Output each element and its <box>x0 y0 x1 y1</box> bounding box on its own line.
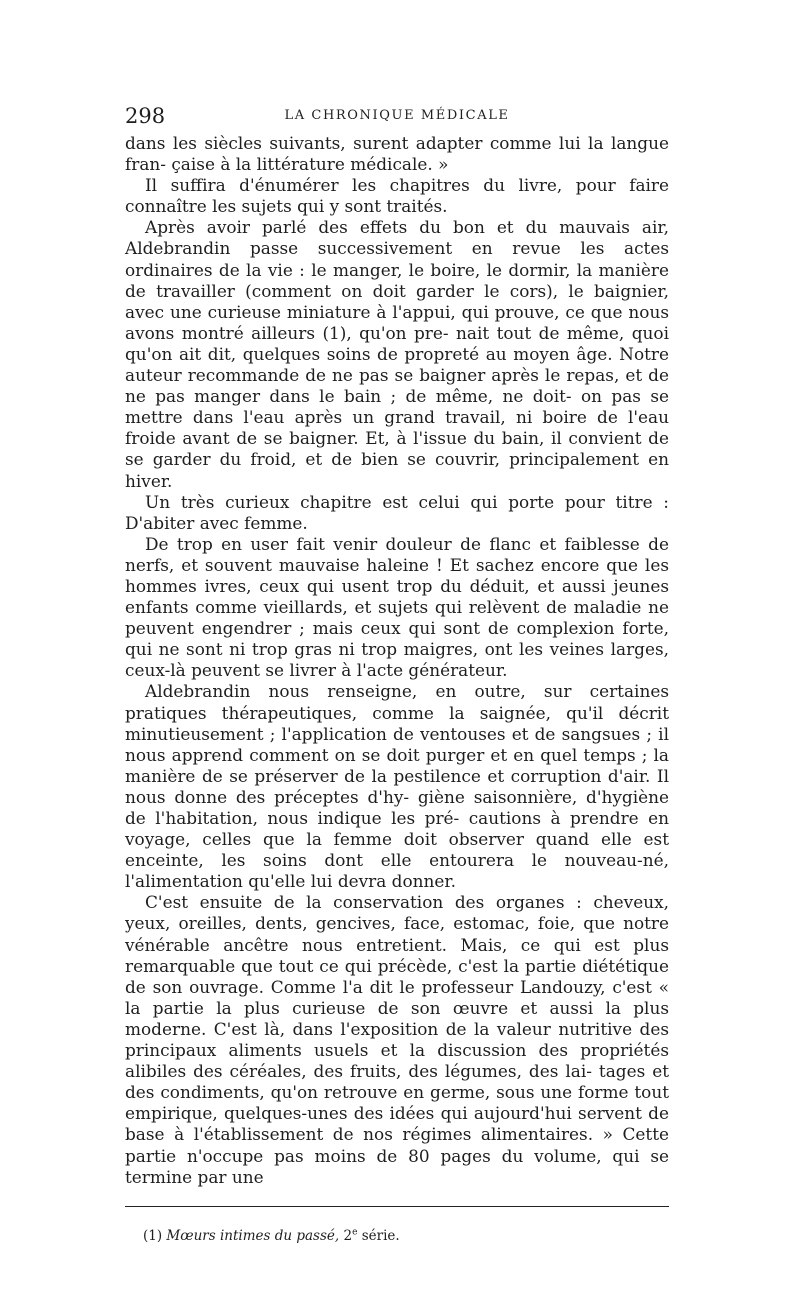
paragraph: Après avoir parlé des effets du bon et du mauvais air, Aldebrandin passe successivement en revue les actes ordinaires de la vie : le manger, le boire, le dormir, la manière de travailler (comment on doit garder le cors), le baignier, avec une curieuse miniature à l'appui, qui prouve, ce que nous avons montré ailleurs (1), qu'on pre- nait tout de même, quoi qu'on ait dit, quelques soins de propreté au moyen âge. Notre auteur recommande de ne pas se baigner après le repas, et de ne pas manger dans le bain ; de même, ne doit- on pas se mettre dans l'eau après un grand travail, ni boire de l'eau froide avant de se baigner. Et, à l'issue du bain, il convient de se garder du froid, et de bien se couvrir, principalement en hiver. <box>125 217 669 491</box>
paragraph: C'est ensuite de la conservation des organes : cheveux, yeux, oreilles, dents, gencives, face, estomac, foie, que notre vénérable ancêtre nous entretient. Mais, ce qui est plus remarquable que tout ce qui précède, c'est la partie diététique de son ouvrage. Comme l'a dit le professeur Landouzy, c'est « la partie la plus curieuse de son œuvre et aussi la plus moderne. C'est là, dans l'exposition de la valeur nutritive des principaux aliments usuels et la discussion des propriétés alibiles des céréales, des fruits, des légumes, des lai- tages et des condiments, qu'on retrouve en germe, sous une forme tout empirique, quelques-unes des idées qui aujourd'hui servent de base à l'établissement de nos régimes alimentaires. » Cette partie n'occupe pas moins de 80 pages du volume, qui se termine par une <box>125 892 669 1187</box>
footnote-suffix: série. <box>361 1227 400 1244</box>
paragraph: Un très curieux chapitre est celui qui porte pour titre : D'abiter avec femme. <box>125 491 669 533</box>
paragraph: Aldebrandin nous renseigne, en outre, sur certaines pratiques thérapeutiques, comme la saignée, qu'il décrit minutieusement ; l'application de ventouses et de sangsues ; il nous apprend comment on se doit purger et en quel temps ; la manière de se préserver de la pestilence et corruption d'air. Il nous donne des préceptes d'hy- giène saisonnière, d'hygiène de l'habitation, nous indique les pré- cautions à prendre en voyage, celles que la femme doit observer quand elle est enceinte, les soins dont elle entourera le nouveau-né, l'alimentation qu'elle lui devra donner. <box>125 681 669 892</box>
page <box>125 103 669 1245</box>
page-header <box>125 103 669 133</box>
footnote-rule <box>125 1206 669 1207</box>
body-text <box>125 133 669 1188</box>
paragraph: dans les siècles suivants, surent adapter comme lui la langue fran- çaise à la littérature médicale. » <box>125 133 669 175</box>
paragraph: De trop en user fait venir douleur de flanc et faiblesse de nerfs, et souvent mauvaise haleine ! Et sachez encore que les hommes ivres, ceux qui usent trop du déduit, et aussi jeunes enfants comme vieillards, et sujets qui relèvent de maladie ne peuvent engendrer ; mais ceux qui sont de complexion forte, qui ne sont ni trop gras ni trop maigres, ont les veines larges, ceux-là peuvent se livrer à l'acte générateur. <box>125 533 669 681</box>
paragraph: Il suffira d'énumérer les chapitres du livre, pour faire connaître les sujets qui y sont traités. <box>125 175 669 217</box>
footnote-superscript: e <box>352 1227 358 1238</box>
footnote-marker: (1) <box>143 1227 163 1244</box>
footnote-title: Mœurs intimes du passé, <box>166 1227 340 1244</box>
footnote <box>125 1227 669 1245</box>
page-number: 298 <box>125 104 166 128</box>
running-title: LA CHRONIQUE MÉDICALE <box>284 108 510 123</box>
footnote-number: 2 <box>343 1227 353 1244</box>
